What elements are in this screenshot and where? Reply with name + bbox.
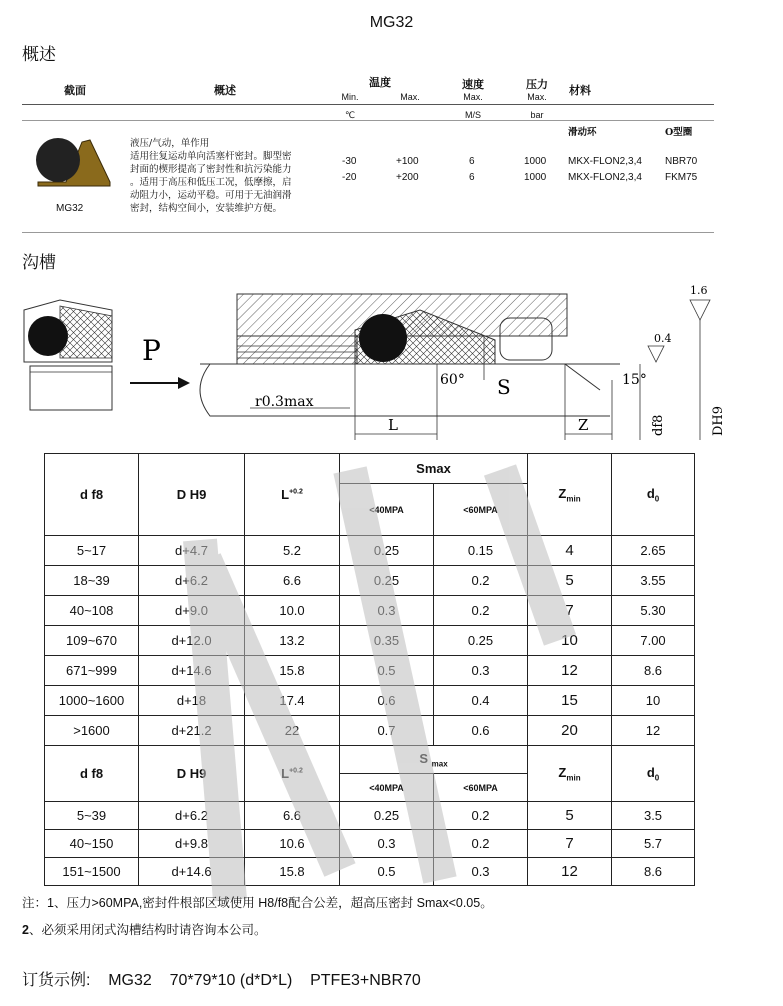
header-rule xyxy=(22,104,714,105)
table-cell: >1600 xyxy=(45,716,139,746)
table-cell: 4 xyxy=(528,536,612,566)
pressure-arrow-label: P xyxy=(142,334,161,367)
table-row xyxy=(45,626,695,656)
speed-unit: M/S xyxy=(464,110,481,120)
groove-drawing xyxy=(0,280,783,448)
table-cell: 7 xyxy=(528,596,612,626)
table-cell: 3.5 xyxy=(612,802,695,830)
angle-60-label: 60° xyxy=(440,372,465,388)
table-cell: 5.2 xyxy=(245,536,340,566)
table-cell: 0.25 xyxy=(434,626,528,656)
th2-S40: <40MPA xyxy=(340,774,434,802)
table-cell: 15.8 xyxy=(245,858,340,886)
groove-heading: 沟槽 xyxy=(22,253,56,272)
table-cell: 15 xyxy=(528,686,612,716)
unit-rule xyxy=(22,120,714,121)
description-text: 液压/气动，单作用 适用往复运动单向活塞杆密封。脚型密 封面的楔形提高了密封性和抗污染能力 。适用于高压和低压工况，低摩擦，启 动阻力小，运动平稳。可用于无油润滑 密封，结构空间小，安装维护方便。 xyxy=(130,138,292,214)
table-cell: d+9.0 xyxy=(139,596,245,626)
col-temperature: 温度 xyxy=(369,77,391,89)
th-D: D H9 xyxy=(139,454,245,536)
table-cell: 22 xyxy=(245,716,340,746)
table-cell: 12 xyxy=(612,716,695,746)
table-cell: 15.8 xyxy=(245,656,340,686)
table-cell: 151~1500 xyxy=(45,858,139,886)
table-cell: 18~39 xyxy=(45,566,139,596)
table-cell: 0.25 xyxy=(340,536,434,566)
table-cell: 671~999 xyxy=(45,656,139,686)
table-cell: 0.5 xyxy=(340,858,434,886)
table-cell: 3.55 xyxy=(612,566,695,596)
table-cell: d+14.6 xyxy=(139,656,245,686)
table-cell: 0.2 xyxy=(434,566,528,596)
th-d: d f8 xyxy=(45,454,139,536)
dim-l-label: L xyxy=(388,416,398,434)
table-cell: 1000~1600 xyxy=(45,686,139,716)
table-cell: d+12.0 xyxy=(139,626,245,656)
table-cell: 5~39 xyxy=(45,802,139,830)
table-cell: 5~17 xyxy=(45,536,139,566)
part-label: MG32 xyxy=(56,203,84,214)
temp-max: Max. xyxy=(400,92,420,102)
dim-s-label: S xyxy=(497,375,511,399)
table-row xyxy=(45,858,695,886)
table-row xyxy=(45,830,695,858)
table-cell: 109~670 xyxy=(45,626,139,656)
th2-d0: $d_0$ xyxy=(612,746,695,802)
table-row xyxy=(45,536,695,566)
th-S40: <40MPA xyxy=(340,484,434,536)
table-row xyxy=(45,596,695,626)
th2-S60: <60MPA xyxy=(434,774,528,802)
table-cell: 5.30 xyxy=(612,596,695,626)
table-row xyxy=(45,656,695,686)
note-1: 注：1、压力>60MPA,密封件根部区域使用 H8/f8配合公差，超高压密封 Smax<0.05。 xyxy=(22,896,493,910)
table-cell: 7.00 xyxy=(612,626,695,656)
order-example: 订货示例: MG32 70*79*10 (d*D*L) PTFE3+NBR70 xyxy=(22,972,421,989)
page-title: MG32 xyxy=(369,14,414,31)
col-material: 材料 xyxy=(569,85,591,97)
th2-d: d f8 xyxy=(45,746,139,802)
table-cell: 7 xyxy=(528,830,612,858)
spec-table xyxy=(44,453,695,886)
table-cell: 5 xyxy=(528,802,612,830)
table-cell: 12 xyxy=(528,858,612,886)
table-cell: 0.6 xyxy=(434,716,528,746)
table-cell: 2.65 xyxy=(612,536,695,566)
table-cell: 0.2 xyxy=(434,802,528,830)
table-cell: d+21.2 xyxy=(139,716,245,746)
table-row xyxy=(45,686,695,716)
th-Z: $Z_{min}$ xyxy=(528,454,612,536)
table-row xyxy=(45,566,695,596)
table-row xyxy=(45,716,695,746)
table-cell: 0.3 xyxy=(340,830,434,858)
table-cell: d+9.8 xyxy=(139,830,245,858)
th2-S: S $_{max}$ xyxy=(340,746,528,774)
table-cell: 10.6 xyxy=(245,830,340,858)
table-cell: 10.0 xyxy=(245,596,340,626)
th2-Z: $Z_{min}$ xyxy=(528,746,612,802)
table-cell: 40~150 xyxy=(45,830,139,858)
table-cell: 0.5 xyxy=(340,656,434,686)
angle-15-label: 15° xyxy=(622,372,647,388)
table-cell: 5 xyxy=(528,566,612,596)
th-S: Smax xyxy=(340,454,528,484)
th2-D: D H9 xyxy=(139,746,245,802)
table-cell: 10 xyxy=(612,686,695,716)
radius-label: r0.3max xyxy=(255,394,314,410)
table-cell: 20 xyxy=(528,716,612,746)
table-cell: 17.4 xyxy=(245,686,340,716)
th-L: $L^{+0.2}$ xyxy=(245,454,340,536)
table-cell: 0.25 xyxy=(340,802,434,830)
temp-min: Min. xyxy=(341,92,359,102)
th-S60: <60MPA xyxy=(434,484,528,536)
seal-section-icon xyxy=(34,134,114,190)
table-cell: 8.6 xyxy=(612,858,695,886)
note-2: 2、必须采用闭式沟槽结构时请咨询本公司。 xyxy=(22,923,267,937)
roughness-1-label: 1.6 xyxy=(690,284,708,297)
th-d0: $d_0$ xyxy=(612,454,695,536)
table-cell: 6.6 xyxy=(245,802,340,830)
table-cell: d+14.6 xyxy=(139,858,245,886)
table-cell: 0.4 xyxy=(434,686,528,716)
dim-df8-label: df8 xyxy=(651,414,666,436)
table-cell: 0.15 xyxy=(434,536,528,566)
col-description: 概述 xyxy=(214,85,236,97)
temp-unit: ℃ xyxy=(344,110,356,120)
table-cell: 0.2 xyxy=(434,830,528,858)
table-cell: 13.2 xyxy=(245,626,340,656)
col-speed: 速度 xyxy=(462,79,484,91)
table-cell: d+4.7 xyxy=(139,536,245,566)
table-cell: d+6.2 xyxy=(139,566,245,596)
table-cell: 0.35 xyxy=(340,626,434,656)
table-cell: 0.3 xyxy=(434,656,528,686)
table-cell: d+6.2 xyxy=(139,802,245,830)
pressure-unit: bar xyxy=(530,110,544,120)
col-section: 截面 xyxy=(64,85,86,97)
o-ring-label: O型圈 xyxy=(665,127,693,138)
table-row xyxy=(45,802,695,830)
th2-L: $L^{+0.2}$ xyxy=(245,746,340,802)
table-cell: 8.6 xyxy=(612,656,695,686)
table-cell: 0.3 xyxy=(434,858,528,886)
table-cell: 12 xyxy=(528,656,612,686)
table-cell: 6.6 xyxy=(245,566,340,596)
table-cell: d+18 xyxy=(139,686,245,716)
table-cell: 0.7 xyxy=(340,716,434,746)
dim-z-label: Z xyxy=(578,416,589,434)
slide-ring-label: 滑动环 xyxy=(568,127,597,138)
col-pressure: 压力 xyxy=(526,79,548,91)
table-cell: 0.3 xyxy=(340,596,434,626)
table-cell: 10 xyxy=(528,626,612,656)
speed-max: Max. xyxy=(463,92,483,102)
roughness-2-label: 0.4 xyxy=(654,332,672,345)
overview-bottom-rule xyxy=(22,232,714,233)
overview-heading: 概述 xyxy=(22,45,56,64)
table-cell: 0.6 xyxy=(340,686,434,716)
table-cell: 0.25 xyxy=(340,566,434,596)
table-cell: 5.7 xyxy=(612,830,695,858)
table-cell: 40~108 xyxy=(45,596,139,626)
pressure-max: Max. xyxy=(527,92,547,102)
dim-dh9-label: DH9 xyxy=(711,405,726,436)
table-cell: 0.2 xyxy=(434,596,528,626)
